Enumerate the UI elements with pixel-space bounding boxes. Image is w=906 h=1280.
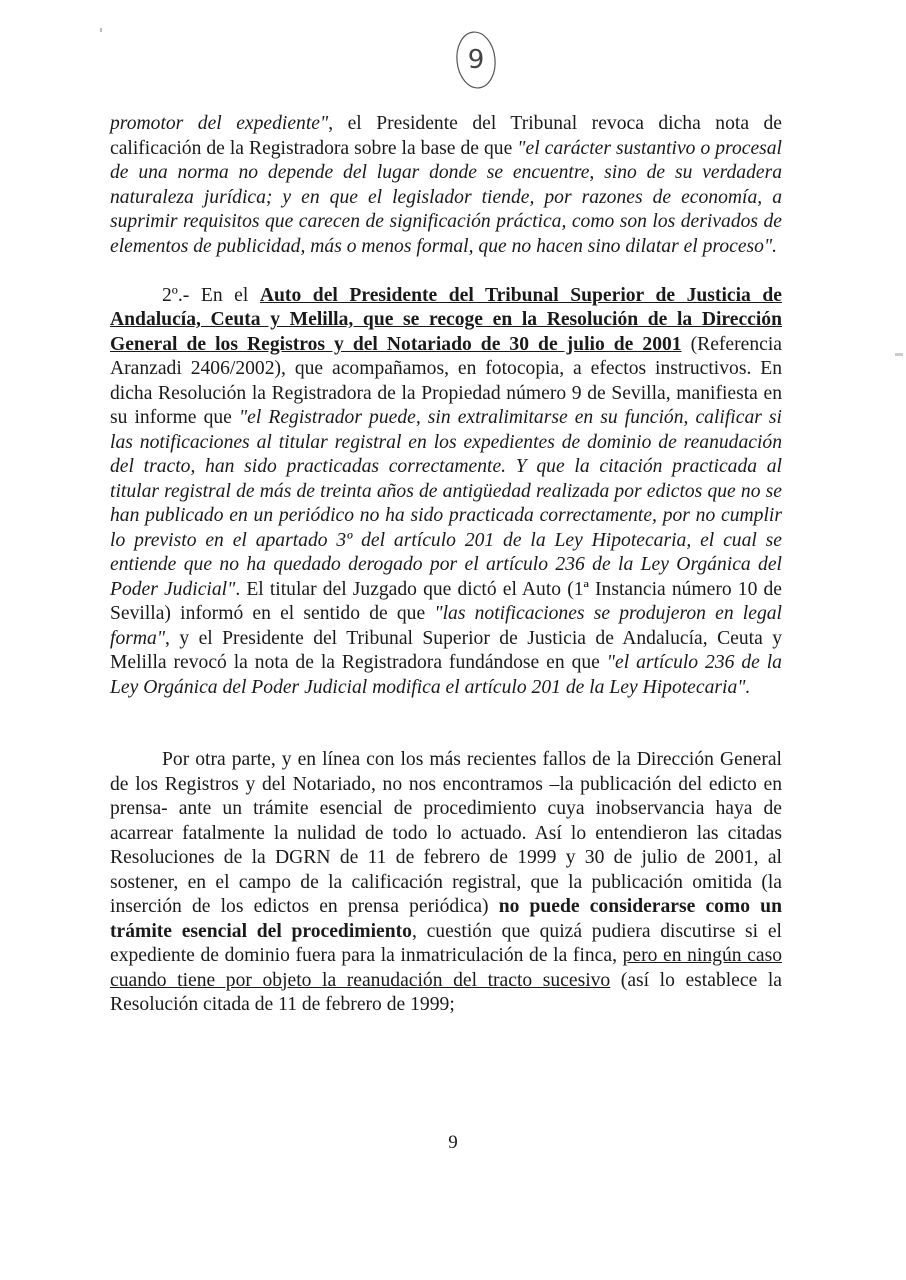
text-segment: , el Presidente del Tribunal revoca dicha nota de calificación de la Registradora sobre la base de que — [110, 113, 783, 159]
emphasis-underline: pero en ningún caso cuando tiene por objeto la reanudación del tracto sucesivo — [110, 945, 782, 991]
cited-auto-heading: Auto del Presidente del Tribunal Superior de Justicia de Andalucía, Ceuta y Melilla, que se recoge en la Resolución de la Dirección General de los Registros y del Notariado de 30 de julio de 2001 — [110, 284, 782, 355]
paragraph-3 — [110, 748, 782, 1018]
circle-annotation-icon — [452, 24, 500, 96]
text-segment: (Referencia Aranzadi 2406/2002), que acompañamos, en fotocopia, a efectos instructivos. En dicha Resolución la Registradora de la Propiedad número 9 de Sevilla, manifiesta en su informe que — [110, 333, 782, 428]
svg-text:9: 9 — [467, 45, 485, 75]
handwritten-page-number-circle — [452, 24, 500, 96]
text-segment: Por otra parte, y en línea con los más recientes fallos de la Dirección General de los Registros y del Notariado, no nos encontramos –la publicación del edicto en prensa- ante un trámite esencial de procedimiento cuya inobservancia haya de acarrear fatalmente la nulidad de todo lo actuado. Así lo entendieron las citadas Resoluciones de la DGRN de 11 de febrero de 1999 y 30 de julio de 2001, al sostener, en el campo de la calificación registral, que la publicación omitida (la inserción de los edictos en prensa periódica) — [110, 749, 782, 917]
quote-fragment: "el Registrador puede, sin extralimitarse en su función, calificar si las notificaciones al titular registral en los expedientes de dominio de reanudación del tracto, han sido practicadas correctamente. Y que la citación practicada al titular registral de más de treinta años de antigüedad realizada por edictos que no se han publicado en un periódico no ha sido practicada correctamente, por no cumplir lo previsto en el apartado 3º del artículo 201 de la Ley Hipotecaria, el cual se entiende que no ha quedado derogado por el artículo 236 de la Ley Orgánica del Poder Judicial" — [110, 407, 783, 600]
text-segment: 2º.- En el — [162, 284, 260, 306]
emphasis-bold: no puede considerarse como un trámite esencial del procedimiento — [110, 896, 782, 942]
paragraph-1 — [110, 112, 782, 259]
document-body — [110, 112, 782, 1018]
quote-fragment: "el carácter sustantivo o procesal de una norma no depende del lugar donde se encuentre, sino de su verdadera naturaleza jurídica; y en que el legislador tiende, por razones de economía, a suprimir requisitos que carecen de significación práctica, como son los derivados de elementos de publicidad, más o menos formal, que no hacen sino dilatar el proceso". — [110, 137, 783, 257]
quote-fragment: "las notificaciones se produjeron en legal forma" — [110, 603, 782, 649]
page-number: 9 — [448, 1132, 458, 1153]
paragraph-2 — [110, 284, 782, 701]
text-segment: (así lo establece la Resolución citada de 11 de febrero de 1999; — [110, 969, 782, 1015]
scan-speck — [100, 28, 102, 32]
text-segment: . El titular del Juzgado que dictó el Auto (1ª Instancia número 10 de Sevilla) informó en el sentido de que — [110, 578, 782, 624]
text-segment: , y el Presidente del Tribunal Superior de Justicia de Andalucía, Ceuta y Melilla revocó la nota de la Registradora fundándose en que — [110, 627, 782, 673]
quote-fragment: promotor del expediente" — [110, 113, 329, 134]
quote-fragment: "el artículo 236 de la Ley Orgánica del Poder Judicial modifica el artículo 201 de la Ley Hipotecaria". — [110, 652, 782, 698]
text-segment: , cuestión que quizá pudiera discutirse si el expediente de dominio fuera para la inmatriculación de la finca, — [110, 920, 782, 966]
scan-speck — [895, 353, 903, 356]
